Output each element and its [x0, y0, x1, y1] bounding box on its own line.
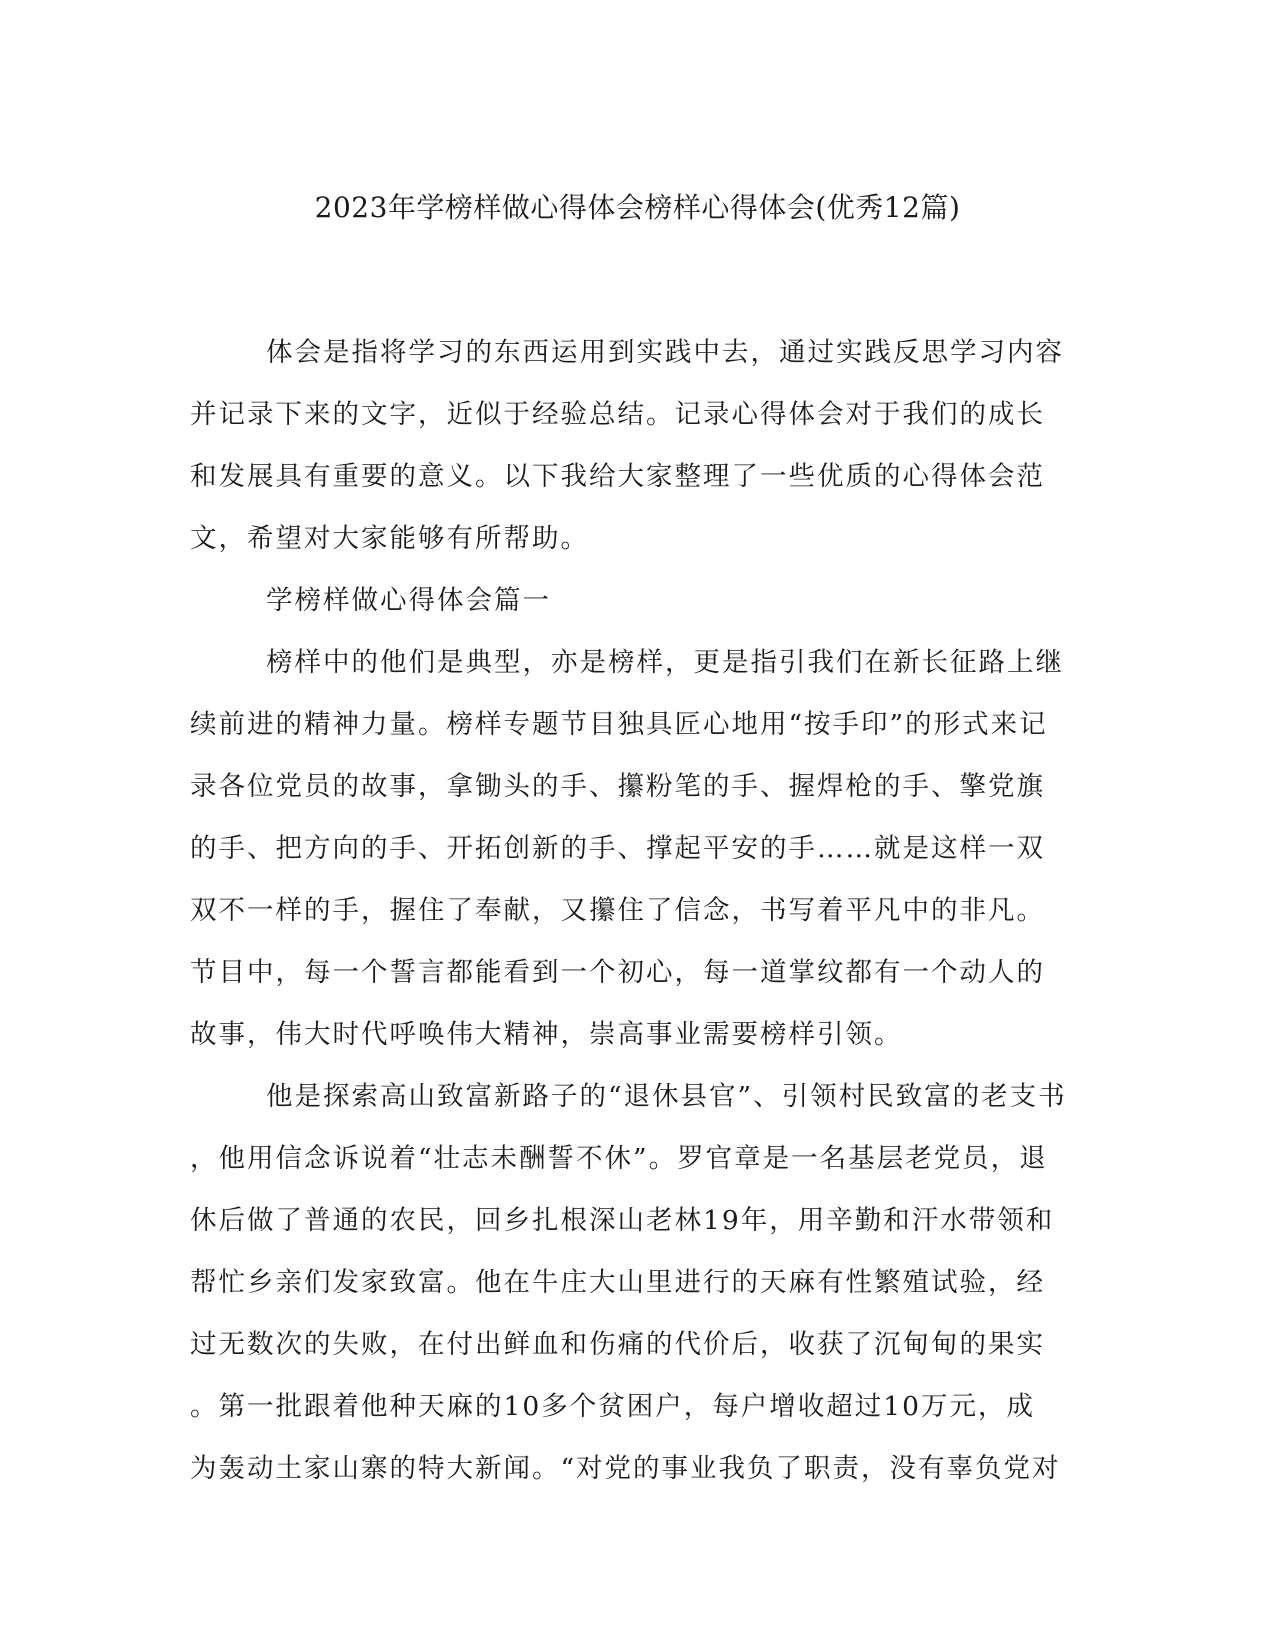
text-line: 录各位党员的故事，拿锄头的手、攥粉笔的手、握焊枪的手、擎党旗	[190, 771, 1045, 802]
text-line: 为轰动土家山寨的特大新闻。“对党的事业我负了职责，没有辜负党对	[190, 1453, 1061, 1484]
text-line: 的手、把方向的手、开拓创新的手、撑起平安的手……就是这样一双	[190, 833, 1045, 864]
section-heading: 学榜样做心得体会篇一	[266, 585, 551, 616]
document-title: 2023年学榜样做心得体会榜样心得体会(优秀12篇)	[314, 191, 961, 224]
text-line: 续前进的精神力量。榜样专题节目独具匠心地用“按手印”的形式来记	[190, 709, 1048, 740]
text-line: 他是探索高山致富新路子的“退休县官”、引领村民致富的老支书	[266, 1081, 1067, 1112]
text-line: 和发展具有重要的意义。以下我给大家整理了一些优质的心得体会范	[190, 461, 1045, 492]
document-body	[190, 330, 1085, 1508]
text-line: ，他用信念诉说着“壮志未酬誓不休”。罗官章是一名基层老党员，退	[190, 1143, 1048, 1174]
text-line: 榜样中的他们是典型，亦是榜样，更是指引我们在新长征路上继	[266, 647, 1064, 678]
text-line: 节目中，每一个誓言都能看到一个初心，每一道掌纹都有一个动人的	[190, 957, 1045, 988]
text-line: 帮忙乡亲们发家致富。他在牛庄大山里进行的天麻有性繁殖试验，经	[190, 1267, 1045, 1298]
text-line: 。第一批跟着他种天麻的10多个贫困户，每户增收超过10万元，成	[190, 1391, 1035, 1422]
text-line: 双不一样的手，握住了奉献，又攥住了信念，书写着平凡中的非凡。	[190, 895, 1045, 926]
text-line: 故事，伟大时代呼唤伟大精神，崇高事业需要榜样引领。	[190, 1019, 903, 1050]
text-line: 文，希望对大家能够有所帮助。	[190, 523, 589, 554]
text-line: 过无数次的失败，在付出鲜血和伤痛的代价后，收获了沉甸甸的果实	[190, 1329, 1045, 1360]
text-line: 并记录下来的文字，近似于经验总结。记录心得体会对于我们的成长	[190, 399, 1045, 430]
text-line: 休后做了普通的农民，回乡扎根深山老林19年，用辛勤和汗水带领和	[190, 1205, 1055, 1236]
text-line: 体会是指将学习的东西运用到实践中去，通过实践反思学习内容	[266, 337, 1064, 368]
